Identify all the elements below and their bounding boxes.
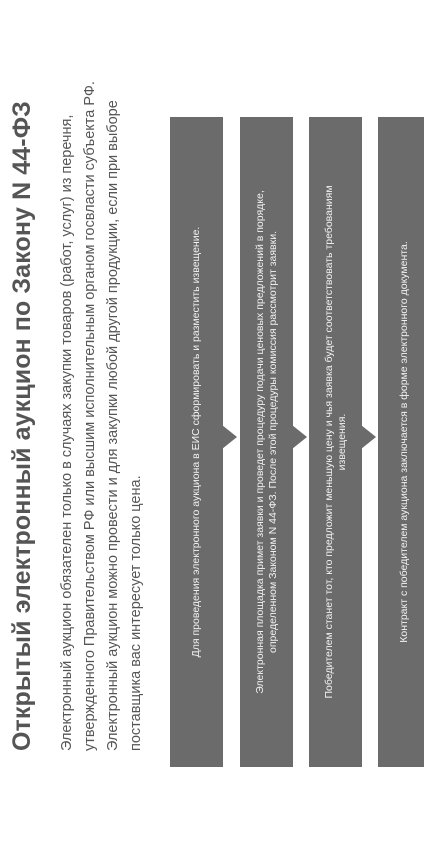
intro-line-1: Электронный аукцион обязателен только в случаях закупки товаров (работ, услуг) из перечня,: [59, 114, 75, 751]
intro-line-3: Электронный аукцион можно провести и для закупки любой другой продукции, если при выборе: [105, 100, 121, 751]
step-1-box: [170, 117, 223, 767]
arrow-down-icon: [361, 425, 376, 449]
step-2-box: [240, 117, 293, 767]
step-2-text: Электронная площадка примет заявки и проведет процедуру подачи ценовых предложений в порядке, определенном Законом N 44-ФЗ. После этой процедуры комиссия рассмотрит заявки.: [253, 190, 279, 694]
page-title: Открытый электронный аукцион по Закону N 44-ФЗ: [8, 101, 36, 751]
arrow-down-icon: [222, 425, 237, 449]
intro-line-2: утвержденного Правительством РФ или высшим исполнительным органом госвласти субъекта РФ.: [82, 81, 98, 751]
intro-line-4: поставщика вас интересует только цена.: [128, 475, 144, 751]
step-4-box: [378, 117, 424, 767]
step-3-text: Победителем станет тот, кто предложит меньшую цену и чья заявка будет соответствовать требованиям извещения.: [322, 185, 348, 699]
step-3-box: [309, 117, 362, 767]
step-1-text: Для проведения электронного аукциона в ЕИС сформировать и разместить извещение.: [190, 226, 202, 658]
arrow-down-icon: [292, 425, 307, 449]
step-4-text: Контракт с победителем аукциона заключается в форме электронного документа.: [398, 241, 410, 643]
